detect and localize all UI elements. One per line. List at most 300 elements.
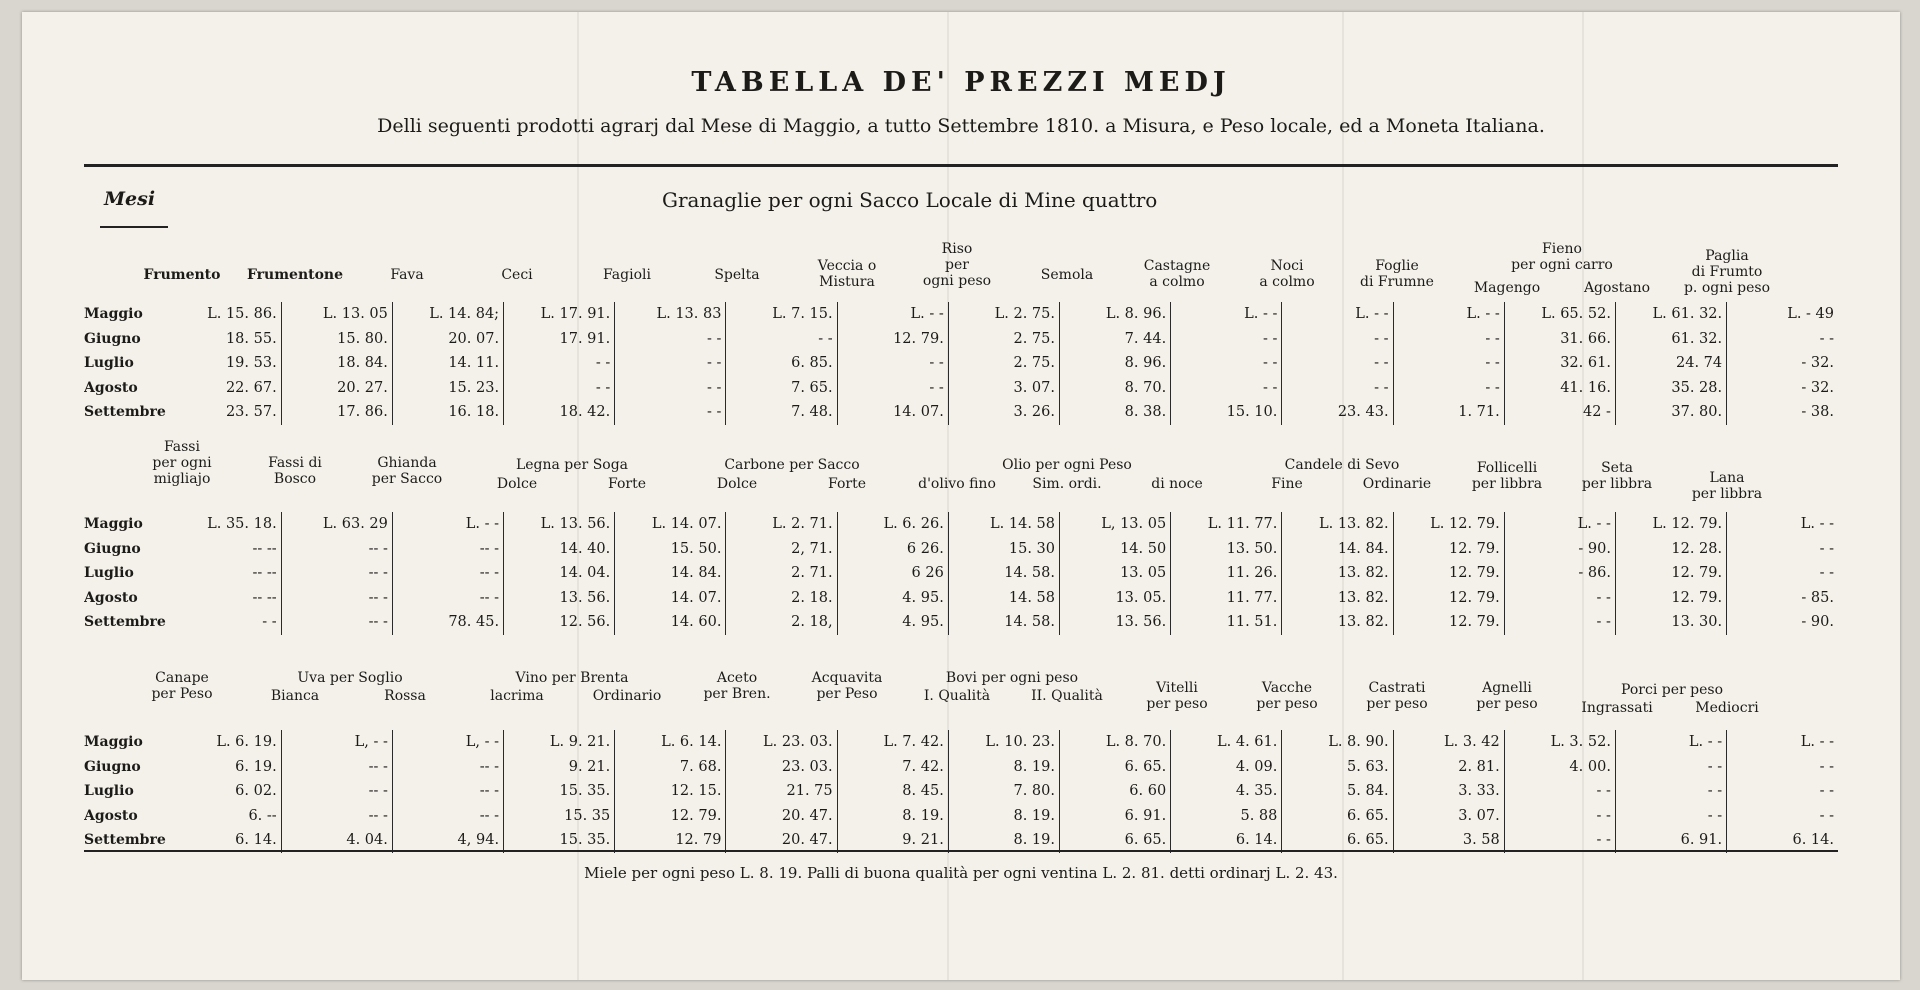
header-candele-ord: Ordinarie xyxy=(1362,476,1432,492)
price-cell: -- - xyxy=(281,755,392,780)
table-row xyxy=(84,512,1838,537)
price-cell: 4. 04. xyxy=(281,828,392,853)
price-cell: 1. 71. xyxy=(1393,400,1504,425)
price-cell: 12. 79. xyxy=(1393,561,1504,586)
price-cell: 11. 51. xyxy=(1171,610,1282,635)
price-cell: L. 7. 15. xyxy=(726,302,837,327)
header-bovi-1: I. Qualità xyxy=(923,688,991,704)
price-cell: L. 65. 52. xyxy=(1504,302,1615,327)
price-cell: 2. 18. xyxy=(726,586,837,611)
price-cell: 6. 65. xyxy=(1060,755,1171,780)
header-uva-rossa: Rossa xyxy=(384,688,426,704)
price-cell: -- - xyxy=(281,779,392,804)
price-cell: - - xyxy=(837,376,948,401)
price-cell: 2. 71. xyxy=(726,561,837,586)
price-cell: 13. 82. xyxy=(1282,561,1393,586)
price-cell: 8. 70. xyxy=(1060,376,1171,401)
price-cell: L. 8. 90. xyxy=(1282,730,1393,755)
price-cell: 7. 44. xyxy=(1060,327,1171,352)
price-cell: 6. 02. xyxy=(235,783,277,800)
price-cell: - - xyxy=(504,376,615,401)
price-cell: 14. 84. xyxy=(615,561,726,586)
header-aceto: Aceto per Bren. xyxy=(703,670,771,702)
price-cell: 6. 14. xyxy=(1171,828,1282,853)
price-cell: - - xyxy=(615,400,726,425)
price-cell: - - xyxy=(1727,755,1838,780)
price-cell: L. 6. 26. xyxy=(837,512,948,537)
price-cell: 7. 65. xyxy=(726,376,837,401)
price-cell: - - xyxy=(615,376,726,401)
header-fava: Fava xyxy=(390,267,424,283)
price-cell: 13. 05 xyxy=(1060,561,1171,586)
header-ceci: Ceci xyxy=(501,267,533,283)
price-cell: 6. 91. xyxy=(1060,804,1171,829)
header-porci-med: Mediocri xyxy=(1695,700,1759,716)
price-cell: 6. 65. xyxy=(1060,828,1171,853)
price-cell: L. 12. 79. xyxy=(1393,512,1504,537)
table-row xyxy=(84,779,1838,804)
price-cell: - - xyxy=(1282,376,1393,401)
price-cell: 17. 91. xyxy=(504,327,615,352)
header-carbone-forte: Forte xyxy=(828,476,866,492)
price-cell: 7. 48. xyxy=(726,400,837,425)
price-cell: L. 8. 96. xyxy=(1060,302,1171,327)
price-cell: 15. 35 xyxy=(504,804,615,829)
table-row xyxy=(84,804,1838,829)
price-cell: - - xyxy=(1393,376,1504,401)
price-cell: - 90. xyxy=(1504,537,1615,562)
price-cell: -- - xyxy=(281,804,392,829)
price-cell: 13. 50. xyxy=(1171,537,1282,562)
month-label: Settembre xyxy=(84,404,166,421)
month-label: Giugno xyxy=(84,758,141,775)
header-castagne: Castagne a colmo xyxy=(1143,258,1211,290)
header-paglia: Paglia di Frumto p. ogni peso xyxy=(1683,248,1771,296)
header-follicelli: Follicelli per libbra xyxy=(1471,460,1543,492)
price-cell: L. 4. 61. xyxy=(1171,730,1282,755)
header-olio-sim: Sim. ordi. xyxy=(1032,476,1102,492)
price-cell: 61. 32. xyxy=(1615,327,1726,352)
price-cell: L. 3. 42 xyxy=(1393,730,1504,755)
table-row xyxy=(84,400,1838,425)
price-cell: 11. 77. xyxy=(1171,586,1282,611)
price-cell: 12. 79. xyxy=(837,327,948,352)
price-cell: 7. 42. xyxy=(837,755,948,780)
header-vino-ord: Ordinario xyxy=(592,688,662,704)
header-olio-noce: di noce xyxy=(1151,476,1203,492)
price-cell: 8. 19. xyxy=(948,755,1059,780)
price-cell: 6. 65. xyxy=(1282,804,1393,829)
price-cell: L. 23. 03. xyxy=(726,730,837,755)
price-cell: 24. 74 xyxy=(1615,351,1726,376)
price-cell: L. - - xyxy=(1727,512,1838,537)
price-cell: L. 14. 58 xyxy=(948,512,1059,537)
table-row xyxy=(84,351,1838,376)
price-cell: L. - - xyxy=(392,512,503,537)
price-cell: -- - xyxy=(281,561,392,586)
price-cell: 12. 79 xyxy=(615,828,726,853)
header-frumentone: Frumentone xyxy=(246,267,344,283)
price-cell: 13. 56. xyxy=(504,586,615,611)
footer-note: Miele per ogni peso L. 8. 19. Palli di buona qualità per ogni ventina L. 2. 81. detti ordinarj L. 2. 43. xyxy=(584,864,1338,882)
header-carbone-group: Carbone per Sacco xyxy=(724,457,860,473)
header-ghianda: Ghianda per Sacco xyxy=(371,455,443,487)
price-cell: 13. 30. xyxy=(1615,610,1726,635)
price-cell: 3. 26. xyxy=(948,400,1059,425)
price-cell: - - xyxy=(1171,351,1282,376)
price-cell: L. 14. 07. xyxy=(615,512,726,537)
price-cell: - 32. xyxy=(1727,376,1838,401)
header-lana: Lana per libbra xyxy=(1691,470,1763,502)
price-cell: L. 9. 21. xyxy=(504,730,615,755)
price-cell: - - xyxy=(1393,327,1504,352)
price-cell: L. 35. 18. xyxy=(207,516,277,533)
price-cell: - 38. xyxy=(1727,400,1838,425)
price-cell: -- -- xyxy=(252,540,277,557)
header-olio-olivo: d'olivo fino xyxy=(918,476,996,492)
price-cell: 8. 19. xyxy=(948,804,1059,829)
header-noci: Noci a colmo xyxy=(1259,258,1315,290)
price-cell: L. 63. 29 xyxy=(281,512,392,537)
header-veccia: Veccia o Mistura xyxy=(817,258,877,290)
price-cell: -- - xyxy=(392,537,503,562)
price-cell: 16. 18. xyxy=(392,400,503,425)
price-cell: 9. 21. xyxy=(504,755,615,780)
month-label: Maggio xyxy=(84,734,143,751)
price-cell: 6. 14. xyxy=(235,832,277,849)
table-row xyxy=(84,302,1838,327)
price-cell: 6. 19. xyxy=(235,758,277,775)
price-cell: L. 13. 56. xyxy=(504,512,615,537)
month-label: Agosto xyxy=(84,589,138,606)
price-cell: L. 13. 05 xyxy=(281,302,392,327)
price-cell: - - xyxy=(1615,755,1726,780)
price-cell: - - xyxy=(1504,828,1615,853)
month-label: Giugno xyxy=(84,540,141,557)
header-fagioli: Fagioli xyxy=(603,267,651,283)
price-cell: 4, 94. xyxy=(392,828,503,853)
price-cell: - - xyxy=(726,327,837,352)
price-cell: -- -- xyxy=(252,565,277,582)
price-cell: 12. 15. xyxy=(615,779,726,804)
price-cell: - - xyxy=(262,614,277,631)
months-label: Mesi xyxy=(104,188,156,210)
price-cell: 3. 07. xyxy=(948,376,1059,401)
header-porci-ingr: Ingrassati xyxy=(1581,700,1653,716)
price-cell: - - xyxy=(1282,327,1393,352)
month-label: Settembre xyxy=(84,614,166,631)
price-cell: 31. 66. xyxy=(1504,327,1615,352)
price-cell: 15. 80. xyxy=(281,327,392,352)
table-row xyxy=(84,376,1838,401)
price-cell: 14. 40. xyxy=(504,537,615,562)
header-bovi-2: II. Qualità xyxy=(1031,688,1103,704)
price-cell: 5. 88 xyxy=(1171,804,1282,829)
price-cell: 6. 60 xyxy=(1060,779,1171,804)
section1-table xyxy=(84,302,1838,425)
price-cell: 9. 21. xyxy=(837,828,948,853)
month-label: Maggio xyxy=(84,306,143,323)
header-vitelli: Vitelli per peso xyxy=(1146,680,1208,712)
grain-heading: Granaglie per ogni Sacco Locale di Mine quattro xyxy=(662,188,1158,212)
header-legna-group: Legna per Soga xyxy=(515,457,629,473)
header-spelta: Spelta xyxy=(714,267,760,283)
price-cell: 20. 07. xyxy=(392,327,503,352)
price-cell: 14. 58 xyxy=(948,586,1059,611)
price-cell: 11. 26. xyxy=(1171,561,1282,586)
price-cell: 15. 30 xyxy=(948,537,1059,562)
table-row xyxy=(84,327,1838,352)
price-cell: 3. 33. xyxy=(1393,779,1504,804)
price-cell: 20. 27. xyxy=(281,376,392,401)
price-cell: 15. 35. xyxy=(504,828,615,853)
header-acquavita: Acquavita per Peso xyxy=(811,670,883,702)
price-cell: 12. 79. xyxy=(615,804,726,829)
price-cell: 6 26 xyxy=(837,561,948,586)
price-cell: L. 61. 32. xyxy=(1615,302,1726,327)
price-cell: 21. 75 xyxy=(726,779,837,804)
price-cell: 15. 10. xyxy=(1171,400,1282,425)
price-cell: L. 2. 71. xyxy=(726,512,837,537)
table-row xyxy=(84,828,1838,853)
price-cell: - - xyxy=(504,351,615,376)
price-cell: 18. 84. xyxy=(281,351,392,376)
price-cell: 12. 79. xyxy=(1393,537,1504,562)
months-label-underline xyxy=(100,226,168,228)
table-row xyxy=(84,755,1838,780)
price-cell: 13. 82. xyxy=(1282,610,1393,635)
section3-table xyxy=(84,730,1838,853)
header-legna-dolce: Dolce xyxy=(496,476,538,492)
header-seta: Seta per libbra xyxy=(1581,460,1653,492)
price-cell: 8. 38. xyxy=(1060,400,1171,425)
table-row xyxy=(84,561,1838,586)
header-bovi-group: Bovi per ogni peso xyxy=(945,670,1079,686)
price-cell: 6. 85. xyxy=(726,351,837,376)
price-cell: 8. 19. xyxy=(837,804,948,829)
price-cell: 8. 96. xyxy=(1060,351,1171,376)
header-castrati: Castrati per peso xyxy=(1366,680,1428,712)
section1-grid xyxy=(84,302,1838,425)
header-frumento: Frumento xyxy=(143,267,221,283)
price-cell: L. 3. 52. xyxy=(1504,730,1615,755)
price-cell: L, - - xyxy=(392,730,503,755)
price-cell: L. 12. 79. xyxy=(1615,512,1726,537)
price-cell: 35. 28. xyxy=(1615,376,1726,401)
price-cell: 15. 35. xyxy=(504,779,615,804)
header-vino-group: Vino per Brenta xyxy=(515,670,629,686)
price-cell: L, 13. 05 xyxy=(1060,512,1171,537)
price-cell: 12. 56. xyxy=(504,610,615,635)
page-title: TABELLA DE' PREZZI MEDJ xyxy=(691,67,1231,98)
price-cell: L, - - xyxy=(281,730,392,755)
price-cell: -- -- xyxy=(252,589,277,606)
price-cell: L. 17. 91. xyxy=(504,302,615,327)
price-cell: 22. 67. xyxy=(225,379,277,396)
price-cell: 14. 60. xyxy=(615,610,726,635)
price-cell: 6 26. xyxy=(837,537,948,562)
table-row xyxy=(84,610,1838,635)
month-label: Luglio xyxy=(84,355,134,372)
price-cell: 2. 75. xyxy=(948,327,1059,352)
price-cell: - - xyxy=(1615,779,1726,804)
price-cell: -- - xyxy=(392,755,503,780)
price-cell: 23. 03. xyxy=(726,755,837,780)
price-cell: - - xyxy=(1615,804,1726,829)
price-cell: 4. 00. xyxy=(1504,755,1615,780)
price-cell: 15. 50. xyxy=(615,537,726,562)
price-cell: 2, 71. xyxy=(726,537,837,562)
header-uva-group: Uva per Soglio xyxy=(297,670,403,686)
price-cell: L. 15. 86. xyxy=(207,306,277,323)
price-cell: 15. 23. xyxy=(392,376,503,401)
price-cell: - - xyxy=(615,327,726,352)
header-vino-lacrima: lacrima xyxy=(490,688,544,704)
header-porci-group: Porci per peso xyxy=(1621,682,1723,698)
document-page xyxy=(22,12,1900,980)
header-agostano: Agostano xyxy=(1583,280,1651,296)
price-cell: L. - - xyxy=(1171,302,1282,327)
price-cell: - - xyxy=(1171,376,1282,401)
price-cell: L. - - xyxy=(1615,730,1726,755)
price-cell: - - xyxy=(1504,586,1615,611)
price-cell: 5. 63. xyxy=(1282,755,1393,780)
price-cell: 14. 58. xyxy=(948,610,1059,635)
price-cell: L. - - xyxy=(1282,302,1393,327)
header-carbone-dolce: Dolce xyxy=(716,476,758,492)
price-cell: L. 11. 77. xyxy=(1171,512,1282,537)
price-cell: 23. 43. xyxy=(1282,400,1393,425)
header-magengo: Magengo xyxy=(1473,280,1541,296)
price-cell: 20. 47. xyxy=(726,804,837,829)
price-cell: 2. 75. xyxy=(948,351,1059,376)
price-cell: 13. 05. xyxy=(1060,586,1171,611)
price-cell: L. 6. 19. xyxy=(216,734,277,751)
price-cell: - - xyxy=(1393,351,1504,376)
price-cell: 42 - xyxy=(1504,400,1615,425)
header-canape: Canape per Peso xyxy=(151,670,213,702)
price-cell: 14. 07. xyxy=(615,586,726,611)
month-label: Agosto xyxy=(84,807,138,824)
price-cell: L. 13. 82. xyxy=(1282,512,1393,537)
header-fieno-group: Fieno per ogni carro xyxy=(1511,241,1613,273)
month-label: Luglio xyxy=(84,783,134,800)
header-vacche: Vacche per peso xyxy=(1256,680,1318,712)
price-cell: L. - - xyxy=(837,302,948,327)
header-fassi-bosco: Fassi di Bosco xyxy=(268,455,322,487)
price-cell: L. 14. 84; xyxy=(392,302,503,327)
price-cell: L. 8. 70. xyxy=(1060,730,1171,755)
price-cell: L. 10. 23. xyxy=(948,730,1059,755)
price-cell: 3. 07. xyxy=(1393,804,1504,829)
price-cell: 7. 80. xyxy=(948,779,1059,804)
price-cell: 6. -- xyxy=(248,807,277,824)
price-cell: -- - xyxy=(392,804,503,829)
price-cell: 2. 81. xyxy=(1393,755,1504,780)
price-cell: - - xyxy=(1727,804,1838,829)
header-uva-bianca: Bianca xyxy=(270,688,320,704)
header-fassi: Fassi per ogni migliajo xyxy=(152,439,212,487)
price-cell: 78. 45. xyxy=(392,610,503,635)
price-cell: 4. 35. xyxy=(1171,779,1282,804)
price-cell: - - xyxy=(1504,610,1615,635)
price-cell: L. 6. 14. xyxy=(615,730,726,755)
price-cell: L. 2. 75. xyxy=(948,302,1059,327)
price-cell: 13. 56. xyxy=(1060,610,1171,635)
header-legna-forte: Forte xyxy=(608,476,646,492)
price-cell: 4. 09. xyxy=(1171,755,1282,780)
price-cell: 4. 95. xyxy=(837,586,948,611)
price-cell: 6. 91. xyxy=(1615,828,1726,853)
price-cell: 3. 58 xyxy=(1393,828,1504,853)
price-cell: L. - - xyxy=(1727,730,1838,755)
price-cell: 20. 47. xyxy=(726,828,837,853)
price-cell: 18. 42. xyxy=(504,400,615,425)
month-label: Giugno xyxy=(84,330,141,347)
price-cell: 19. 53. xyxy=(225,355,277,372)
price-cell: 5. 84. xyxy=(1282,779,1393,804)
price-cell: L. 7. 42. xyxy=(837,730,948,755)
price-cell: 4. 95. xyxy=(837,610,948,635)
price-cell: 14. 04. xyxy=(504,561,615,586)
price-cell: 41. 16. xyxy=(1504,376,1615,401)
price-cell: 14. 58. xyxy=(948,561,1059,586)
price-cell: 14. 11. xyxy=(392,351,503,376)
bottom-rule xyxy=(84,850,1838,852)
price-cell: 14. 50 xyxy=(1060,537,1171,562)
price-cell: L. - - xyxy=(1393,302,1504,327)
section2-table xyxy=(84,512,1838,635)
price-cell: 32. 61. xyxy=(1504,351,1615,376)
price-cell: L. - - xyxy=(1504,512,1615,537)
price-cell: L. - 49 xyxy=(1727,302,1838,327)
price-cell: 14. 07. xyxy=(837,400,948,425)
header-candele-group: Candele di Sevo xyxy=(1284,457,1400,473)
price-cell: - - xyxy=(1504,779,1615,804)
price-cell: 37. 80. xyxy=(1615,400,1726,425)
table-row xyxy=(84,730,1838,755)
price-cell: - - xyxy=(615,351,726,376)
price-cell: - - xyxy=(1727,327,1838,352)
price-cell: - 32. xyxy=(1727,351,1838,376)
price-cell: 7. 68. xyxy=(615,755,726,780)
price-cell: 2. 18, xyxy=(726,610,837,635)
page-subtitle: Delli seguenti prodotti agrarj dal Mese di Maggio, a tutto Settembre 1810. a Misura, e Peso locale, ed a Moneta Italiana. xyxy=(377,115,1545,137)
section2-grid xyxy=(84,512,1838,635)
month-label: Agosto xyxy=(84,379,138,396)
price-cell: - - xyxy=(1727,537,1838,562)
header-candele-fine: Fine xyxy=(1271,476,1303,492)
top-rule xyxy=(84,164,1838,167)
price-cell: 14. 84. xyxy=(1282,537,1393,562)
price-cell: - 86. xyxy=(1504,561,1615,586)
price-cell: 18. 55. xyxy=(225,330,277,347)
header-agnelli: Agnelli per peso xyxy=(1476,680,1538,712)
header-olio-group: Olio per ogni Peso xyxy=(1002,457,1132,473)
header-semola: Semola xyxy=(1040,267,1094,283)
price-cell: -- - xyxy=(392,586,503,611)
price-cell: 17. 86. xyxy=(281,400,392,425)
price-cell: - 90. xyxy=(1727,610,1838,635)
price-cell: -- - xyxy=(281,586,392,611)
price-cell: -- - xyxy=(392,779,503,804)
month-label: Maggio xyxy=(84,516,143,533)
price-cell: -- - xyxy=(281,610,392,635)
price-cell: -- - xyxy=(392,561,503,586)
price-cell: 6. 14. xyxy=(1727,828,1838,853)
month-label: Settembre xyxy=(84,832,166,849)
price-cell: - - xyxy=(1504,804,1615,829)
